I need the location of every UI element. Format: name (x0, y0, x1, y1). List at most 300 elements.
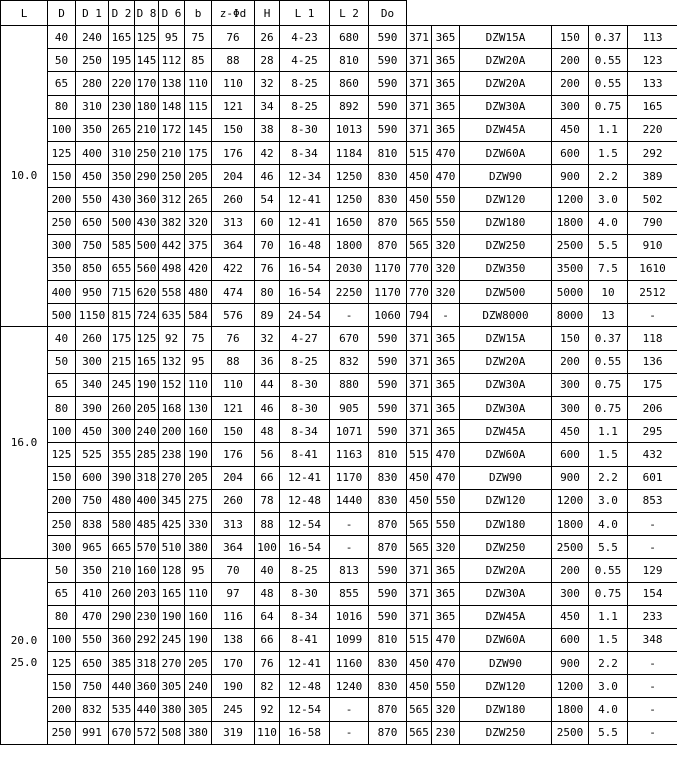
table-cell: 280 (76, 72, 109, 95)
table-cell: 892 (330, 95, 369, 118)
table-cell: 210 (135, 118, 159, 141)
table-cell: 650 (76, 652, 109, 675)
header-cell-bolt-holes: z-Φd (212, 1, 255, 26)
table-cell: 650 (76, 211, 109, 234)
table-cell: DZW30A (460, 582, 552, 605)
table-cell: 97 (212, 582, 255, 605)
table-cell: 880 (330, 373, 369, 396)
table-cell: 371 (407, 26, 432, 49)
table-cell: 150 (212, 420, 255, 443)
table-cell: 80 (255, 281, 280, 304)
table-cell: 132 (159, 350, 185, 373)
table-cell: 56 (255, 443, 280, 466)
table-cell: 240 (135, 420, 159, 443)
table-cell: 0.55 (589, 49, 628, 72)
table-cell: 203 (135, 582, 159, 605)
group-label-cell (1, 559, 48, 745)
table-cell: 152 (159, 373, 185, 396)
table-cell: 1099 (330, 628, 369, 651)
table-cell: 200 (552, 350, 589, 373)
table-cell: 450 (407, 489, 432, 512)
table-cell: 238 (159, 443, 185, 466)
table-cell: 312 (159, 188, 185, 211)
table-cell: 680 (330, 26, 369, 49)
table-cell: 1013 (330, 118, 369, 141)
table-cell: 265 (109, 118, 135, 141)
table-cell: 450 (407, 675, 432, 698)
table-cell: 635 (159, 304, 185, 327)
table-cell: 365 (432, 327, 460, 350)
table-cell: 590 (369, 420, 407, 443)
table-cell: 8-25 (280, 559, 330, 582)
table-cell: 44 (255, 373, 280, 396)
header-cell-b: b (185, 1, 212, 26)
table-cell: 600 (552, 141, 589, 164)
table-cell: 500 (109, 211, 135, 234)
table-cell: DZW180 (460, 698, 552, 721)
table-cell: 125 (48, 443, 76, 466)
table-cell: 853 (628, 489, 677, 512)
table-cell: 300 (76, 350, 109, 373)
table-cell: 365 (432, 397, 460, 420)
table-cell: 870 (369, 536, 407, 559)
table-cell: 389 (628, 165, 677, 188)
group-label: 20.0 (10, 633, 38, 647)
table-cell: 350 (76, 559, 109, 582)
table-cell: 313 (212, 211, 255, 234)
table-row (1, 582, 677, 605)
table-cell: 950 (76, 281, 109, 304)
table-cell: 590 (369, 72, 407, 95)
table-cell: 10 (589, 281, 628, 304)
table-cell: 4-23 (280, 26, 330, 49)
table-row (1, 350, 677, 373)
table-cell: 580 (109, 512, 135, 535)
table-cell: 590 (369, 95, 407, 118)
table-cell: - (628, 512, 677, 535)
table-cell: 560 (135, 257, 159, 280)
header-cell-d: D (48, 1, 76, 26)
table-cell: 870 (369, 698, 407, 721)
table-cell: 76 (212, 26, 255, 49)
table-cell: 8-30 (280, 582, 330, 605)
table-cell: 200 (48, 188, 76, 211)
table-cell: 12-34 (280, 165, 330, 188)
table-cell: 371 (407, 373, 432, 396)
table-cell: 118 (628, 327, 677, 350)
table-cell: 75 (185, 327, 212, 350)
table-cell: 3.0 (589, 188, 628, 211)
table-cell: 535 (109, 698, 135, 721)
table-cell: 371 (407, 582, 432, 605)
table-cell: 600 (552, 443, 589, 466)
table-cell: 390 (76, 397, 109, 420)
table-cell: 860 (330, 72, 369, 95)
table-cell: 205 (185, 652, 212, 675)
table-cell: 200 (552, 49, 589, 72)
table-cell: 110 (212, 72, 255, 95)
table-cell: 230 (432, 721, 460, 744)
table-cell: 502 (628, 188, 677, 211)
table-cell: 515 (407, 141, 432, 164)
table-cell: - (628, 536, 677, 559)
table-cell: 110 (255, 721, 280, 744)
table-cell: 0.37 (589, 26, 628, 49)
table-cell: 233 (628, 605, 677, 628)
table-cell: 715 (109, 281, 135, 304)
table-cell: DZW350 (460, 257, 552, 280)
table-cell: 36 (255, 350, 280, 373)
table-cell: 50 (48, 49, 76, 72)
table-cell: 318 (135, 652, 159, 675)
table-cell: - (628, 675, 677, 698)
table-cell: 584 (185, 304, 212, 327)
table-cell: 300 (109, 420, 135, 443)
table-cell: 65 (48, 582, 76, 605)
table-cell: 550 (432, 489, 460, 512)
table-cell: 8-34 (280, 605, 330, 628)
table-row (1, 211, 677, 234)
table-cell: 2500 (552, 536, 589, 559)
table-cell: 110 (185, 373, 212, 396)
table-cell: DZW20A (460, 49, 552, 72)
table-cell: 176 (212, 443, 255, 466)
table-cell: 176 (212, 141, 255, 164)
table-cell: 450 (407, 652, 432, 675)
table-cell: 150 (552, 327, 589, 350)
table-cell: 371 (407, 605, 432, 628)
table-cell: 470 (432, 466, 460, 489)
table-cell: 1170 (369, 257, 407, 280)
table-cell: 0.55 (589, 559, 628, 582)
table-cell: 65 (48, 72, 76, 95)
table-cell: 1200 (552, 675, 589, 698)
table-cell: 1.1 (589, 605, 628, 628)
table-cell: 365 (432, 373, 460, 396)
table-cell: 136 (628, 350, 677, 373)
table-cell: 195 (109, 49, 135, 72)
table-cell: 470 (432, 165, 460, 188)
table-cell: DZW20A (460, 72, 552, 95)
table-cell: 830 (369, 675, 407, 698)
table-cell: 190 (212, 675, 255, 698)
table-row (1, 26, 677, 49)
table-cell: 450 (76, 420, 109, 443)
table-cell: 3.0 (589, 489, 628, 512)
table-cell: 148 (159, 95, 185, 118)
table-cell: 16-54 (280, 257, 330, 280)
table-cell: 450 (407, 466, 432, 489)
table-cell: 1170 (369, 281, 407, 304)
table-cell: 5.5 (589, 536, 628, 559)
table-cell: 250 (48, 211, 76, 234)
table-cell: 870 (369, 234, 407, 257)
table-cell: 1.1 (589, 420, 628, 443)
table-cell: 8-30 (280, 397, 330, 420)
table-cell: 8-41 (280, 443, 330, 466)
table-cell: 220 (109, 72, 135, 95)
table-cell: 670 (109, 721, 135, 744)
table-cell: 832 (330, 350, 369, 373)
table-cell: 40 (48, 26, 76, 49)
group-label: 25.0 (10, 655, 38, 669)
table-cell: 470 (432, 628, 460, 651)
table-cell: 8-34 (280, 141, 330, 164)
table-cell: 550 (432, 675, 460, 698)
table-cell: 320 (432, 698, 460, 721)
table-cell: 365 (432, 605, 460, 628)
table-cell: 1800 (552, 698, 589, 721)
table-row (1, 165, 677, 188)
table-row (1, 443, 677, 466)
table-cell: 138 (159, 72, 185, 95)
table-cell: 204 (212, 165, 255, 188)
table-cell: 230 (109, 95, 135, 118)
table-cell: 2512 (628, 281, 677, 304)
table-cell: 8-25 (280, 350, 330, 373)
table-cell: 250 (76, 49, 109, 72)
table-cell: 123 (628, 49, 677, 72)
table-cell: 128 (159, 559, 185, 582)
table-cell: 1800 (552, 512, 589, 535)
table-cell: 371 (407, 559, 432, 582)
table-cell: 900 (552, 165, 589, 188)
table-cell: 340 (76, 373, 109, 396)
table-row (1, 49, 677, 72)
table-cell: 371 (407, 327, 432, 350)
table-cell: 2.2 (589, 165, 628, 188)
table-cell: 250 (48, 512, 76, 535)
table-cell: 130 (185, 397, 212, 420)
table-cell: 585 (109, 234, 135, 257)
table-cell: 474 (212, 281, 255, 304)
table-cell: 572 (135, 721, 159, 744)
table-cell: 12-41 (280, 466, 330, 489)
table-cell: 3.0 (589, 675, 628, 698)
header-row (1, 1, 677, 26)
table-cell: 365 (432, 95, 460, 118)
table-cell: 300 (552, 397, 589, 420)
table-cell: 154 (628, 582, 677, 605)
table-cell: - (628, 652, 677, 675)
table-cell: - (330, 698, 369, 721)
table-cell: 360 (109, 628, 135, 651)
table-cell: 12-41 (280, 188, 330, 211)
table-cell: 565 (407, 234, 432, 257)
table-cell: DZW250 (460, 536, 552, 559)
table-cell: - (628, 698, 677, 721)
table-cell: 260 (109, 397, 135, 420)
table-cell: 40 (255, 559, 280, 582)
table-cell: DZW120 (460, 188, 552, 211)
table-cell: 260 (109, 582, 135, 605)
table-cell: 390 (109, 466, 135, 489)
table-cell: 810 (369, 141, 407, 164)
table-cell: 170 (135, 72, 159, 95)
table-cell: 550 (76, 188, 109, 211)
table-cell: 145 (135, 49, 159, 72)
table-row (1, 72, 677, 95)
table-cell: 112 (159, 49, 185, 72)
table-cell: 168 (159, 397, 185, 420)
table-cell: 200 (552, 559, 589, 582)
table-cell: 365 (432, 49, 460, 72)
table-cell: 92 (255, 698, 280, 721)
table-cell: 89 (255, 304, 280, 327)
table-cell: 1800 (552, 211, 589, 234)
group-label-cell (1, 327, 48, 559)
table-cell: - (330, 721, 369, 744)
table-cell: 28 (255, 49, 280, 72)
table-cell: 870 (369, 721, 407, 744)
table-cell: 810 (330, 49, 369, 72)
table-cell: 590 (369, 397, 407, 420)
table-cell: 1.1 (589, 118, 628, 141)
table-cell: 160 (185, 420, 212, 443)
table-cell: 450 (407, 165, 432, 188)
table-cell: 1250 (330, 188, 369, 211)
table-cell: 64 (255, 605, 280, 628)
table-cell: 1150 (76, 304, 109, 327)
table-cell: 165 (135, 350, 159, 373)
table-cell: 8000 (552, 304, 589, 327)
table-cell: 170 (212, 652, 255, 675)
table-cell: 991 (76, 721, 109, 744)
table-cell: 76 (255, 652, 280, 675)
table-cell: 275 (185, 489, 212, 512)
table-cell: 830 (369, 489, 407, 512)
table-cell: 150 (552, 26, 589, 49)
table-cell: 371 (407, 350, 432, 373)
table-cell: 190 (159, 605, 185, 628)
header-cell-l2: L 2 (330, 1, 369, 26)
table-cell: 318 (135, 466, 159, 489)
table-cell: 240 (76, 26, 109, 49)
table-cell: 480 (109, 489, 135, 512)
group-label: 10.0 (10, 169, 38, 183)
table-cell: 365 (432, 350, 460, 373)
table-cell: 1071 (330, 420, 369, 443)
table-cell: 794 (407, 304, 432, 327)
table-cell: 88 (212, 49, 255, 72)
table-cell: 260 (212, 188, 255, 211)
table-cell: 125 (135, 26, 159, 49)
table-cell: 1800 (330, 234, 369, 257)
table-cell: 425 (159, 512, 185, 535)
table-cell: 34 (255, 95, 280, 118)
table-cell: 70 (212, 559, 255, 582)
table-cell: 1170 (330, 466, 369, 489)
table-cell: 510 (159, 536, 185, 559)
table-cell: 32 (255, 72, 280, 95)
table-cell: 48 (255, 582, 280, 605)
table-cell: 260 (212, 489, 255, 512)
table-cell: 601 (628, 466, 677, 489)
group-label: 16.0 (10, 435, 38, 449)
table-cell: 830 (369, 652, 407, 675)
table-cell: 110 (185, 72, 212, 95)
table-row (1, 652, 677, 675)
table-cell: 550 (432, 512, 460, 535)
table-cell: 150 (48, 675, 76, 698)
table-cell: 88 (212, 350, 255, 373)
table-cell: 450 (552, 605, 589, 628)
table-cell: 371 (407, 72, 432, 95)
header-cell-l1: L 1 (280, 1, 330, 26)
table-cell: 1163 (330, 443, 369, 466)
table-cell: 375 (185, 234, 212, 257)
header-cell-h: H (255, 1, 280, 26)
table-cell: 92 (159, 327, 185, 350)
table-cell: 12-48 (280, 489, 330, 512)
table-cell: 8-34 (280, 420, 330, 443)
table-cell: 350 (48, 257, 76, 280)
table-cell: 16-48 (280, 234, 330, 257)
table-cell: 204 (212, 466, 255, 489)
table-cell: 905 (330, 397, 369, 420)
table-cell: 600 (76, 466, 109, 489)
table-cell: 100 (48, 118, 76, 141)
table-cell: 240 (185, 675, 212, 698)
table-cell: 2500 (552, 721, 589, 744)
table-cell: 770 (407, 257, 432, 280)
table-cell: DZW120 (460, 489, 552, 512)
table-cell: 422 (212, 257, 255, 280)
table-cell: 1610 (628, 257, 677, 280)
table-cell: 172 (159, 118, 185, 141)
table-cell: 292 (628, 141, 677, 164)
table-cell: DZW90 (460, 165, 552, 188)
table-cell: 295 (628, 420, 677, 443)
table-cell: 2.2 (589, 652, 628, 675)
table-cell: 7.5 (589, 257, 628, 280)
table-cell: DZW30A (460, 397, 552, 420)
table-cell: 210 (109, 559, 135, 582)
table-cell: DZW250 (460, 234, 552, 257)
table-cell: 180 (135, 95, 159, 118)
table-cell: 590 (369, 118, 407, 141)
table-cell: 205 (185, 466, 212, 489)
table-cell: 345 (159, 489, 185, 512)
table-cell: 365 (432, 559, 460, 582)
table-cell: DZW20A (460, 350, 552, 373)
table-cell: 100 (48, 628, 76, 651)
table-cell: DZW8000 (460, 304, 552, 327)
table-cell: 125 (135, 327, 159, 350)
table-cell: 82 (255, 675, 280, 698)
table-cell: 670 (330, 327, 369, 350)
table-row (1, 373, 677, 396)
table-cell: 250 (159, 165, 185, 188)
table-cell: 360 (135, 188, 159, 211)
table-cell: 300 (48, 234, 76, 257)
table-cell: 138 (212, 628, 255, 651)
table-cell: 750 (76, 489, 109, 512)
table-cell: 590 (369, 605, 407, 628)
table-cell: 80 (48, 95, 76, 118)
table-cell: 900 (552, 466, 589, 489)
table-cell: 750 (76, 234, 109, 257)
table-cell: 260 (76, 327, 109, 350)
table-cell: 38 (255, 118, 280, 141)
table-cell: 133 (628, 72, 677, 95)
table-cell: DZW20A (460, 559, 552, 582)
table-cell: 830 (369, 165, 407, 188)
table-cell: 1250 (330, 165, 369, 188)
table-cell: 430 (135, 211, 159, 234)
table-cell: 210 (159, 141, 185, 164)
table-cell: 319 (212, 721, 255, 744)
